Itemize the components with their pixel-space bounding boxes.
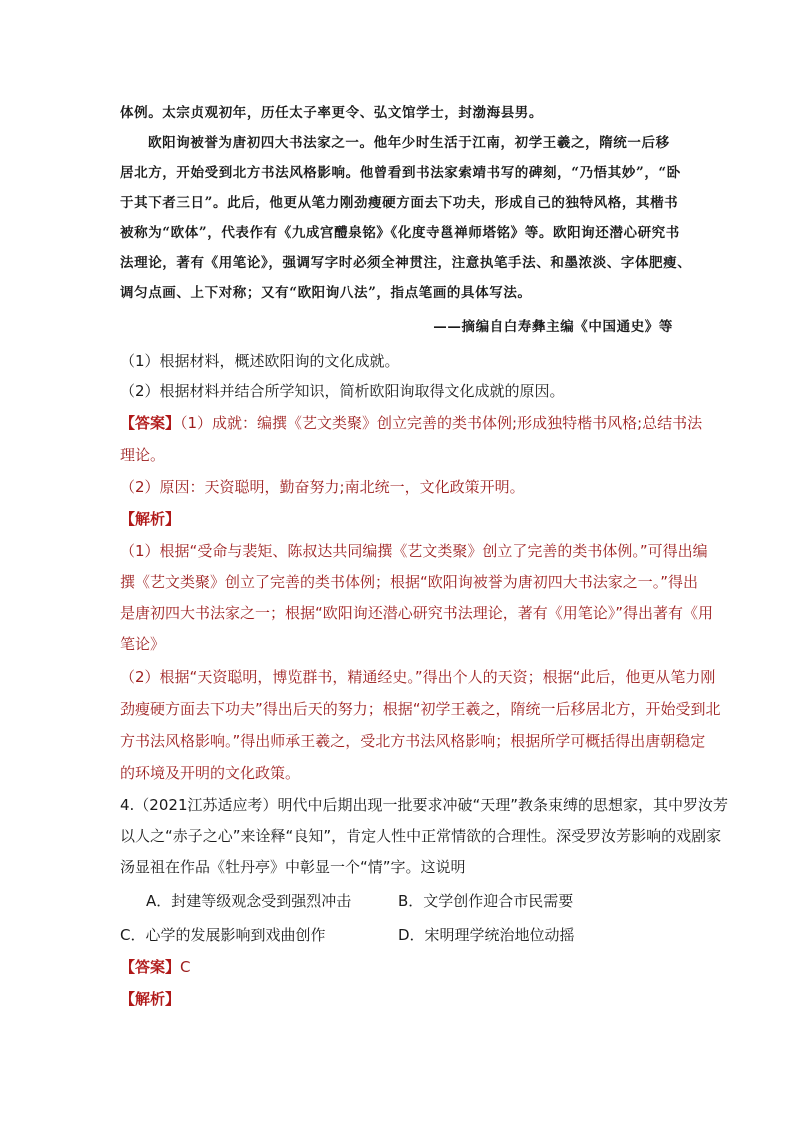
passage-source: ——摘编自白寿彝主编《中国通史》等 (433, 319, 673, 335)
passage-line: 调匀点画、上下对称；又有“欧阳询八法”，指点笔画的具体写法。 (120, 285, 532, 301)
passage-line: 体例。太宗贞观初年，历任太子率更令、弘文馆学士，封渤海县男。 (120, 105, 543, 121)
answer-line-3: （2）原因：天资聪明，勤奋努力;南北统一，文化政策开明。 (120, 478, 525, 496)
analysis-line: 撰《艺文类聚》创立了完善的类书体例；根据“欧阳询被誉为唐初四大书法家之一。”得出 (120, 573, 699, 591)
q4-answer-tag: 【答案】 (120, 958, 181, 976)
passage-line: 法理论，著有《用笔论》，强调写字时必须全神贯注，注意执笔手法、和墨浓淡、字体肥瘦、 (120, 255, 692, 271)
answer-tag: 【答案】 (120, 414, 181, 432)
passage-line: 于其下者三日”。此后，他更从笔力刚劲瘦硬方面去下功夫，形成自己的独特风格，其楷书 (120, 195, 679, 211)
passage-line: 居北方，开始受到北方书法风格影响。他曾看到书法家索靖书写的碑刻，“乃悟其妙”，“卧 (120, 165, 681, 181)
q4-option-a: A．封建等级观念受到强烈冲击 (146, 892, 352, 910)
analysis-line: 是唐初四大书法家之一；根据“欧阳询还潜心研究书法理论，著有《用笔论》”得出著有《用 (120, 604, 714, 622)
q4-stem-line: 4.（2021江苏适应考）明代中后期出现一批要求冲破“天理”教条束缚的思想家，其中罗汝芳 (120, 796, 729, 814)
analysis-line: 的环境及开明的文化政策。 (120, 764, 301, 782)
question-1: （1）根据材料，概述欧阳询的文化成就。 (120, 352, 400, 370)
passage-line: 被称为“欧体”，代表作有《九成宫醴泉铭》《化度寺邕禅师塔铭》等。欧阳询还潜心研究书 (120, 225, 680, 241)
analysis-line: 方书法风格影响。”得出师承王羲之，受北方书法风格影响；根据所学可概括得出唐朝稳定 (120, 732, 706, 750)
analysis-line: （1）根据“受命与裴矩、陈叔达共同编撰《艺文类聚》创立了完善的类书体例。”可得出编 (120, 542, 708, 560)
answer-line-2: 理论。 (120, 446, 166, 464)
q4-stem-line: 以人之“赤子之心”来诠释“良知”，肯定人性中正常情欲的合理性。深受罗汝芳影响的戏剧家 (120, 827, 722, 845)
q4-option-b: B．文学创作迎合市民需要 (398, 892, 574, 910)
q4-option-d: D．宋明理学统治地位动摇 (398, 926, 575, 944)
analysis-line: （2）根据“天资聪明，博览群书，精通经史。”得出个人的天资；根据“此后，他更从笔力刚 (120, 668, 716, 686)
question-2: （2）根据材料并结合所学知识，简析欧阳询取得文化成就的原因。 (120, 382, 565, 400)
q4-answer (120, 957, 680, 977)
analysis-line: 劲瘦硬方面去下功夫”得出后天的努力；根据“初学王羲之，隋统一后移居北方，开始受到北 (120, 700, 721, 718)
passage-line: 欧阳询被誉为唐初四大书法家之一。他年少时生活于江南，初学王羲之，隋统一后移 (148, 135, 670, 151)
q4-stem-line: 汤显祖在作品《牡丹亭》中彰显一个“情”字。这说明 (120, 858, 466, 876)
q4-option-c: C．心学的发展影响到戏曲创作 (120, 926, 326, 944)
answer-line-1 (120, 413, 703, 433)
q4-answer-value: C (180, 958, 191, 976)
analysis-tag: 【解析】 (120, 510, 181, 528)
analysis-line: 笔论》 (120, 635, 166, 653)
answer-text: （1）成就：编撰《艺文类聚》创立完善的类书体例;形成独特楷书风格;总结书法 (180, 414, 703, 432)
q4-analysis-tag: 【解析】 (120, 990, 181, 1008)
